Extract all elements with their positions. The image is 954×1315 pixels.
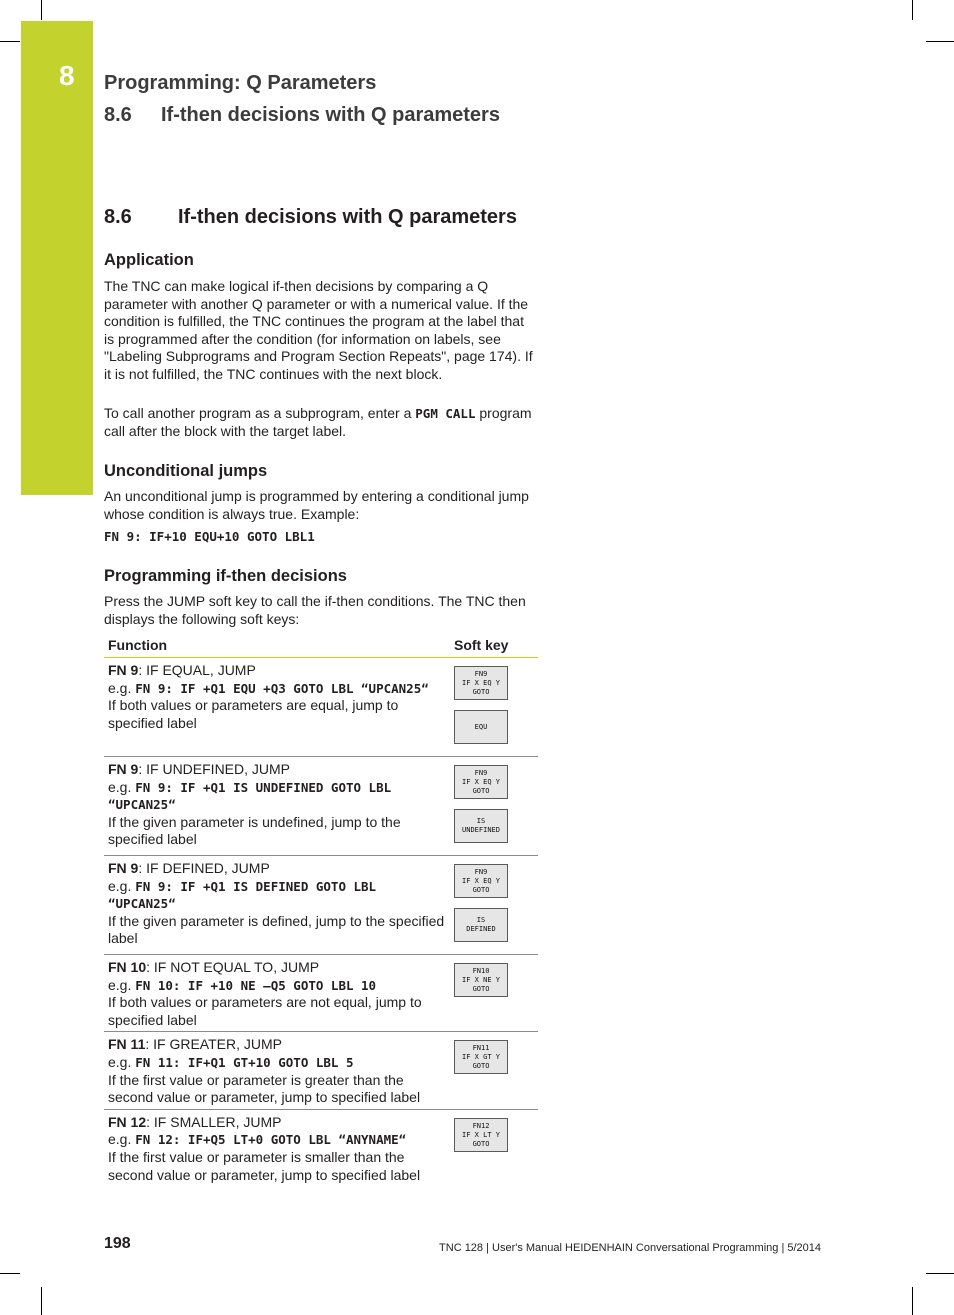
fn-text: If the given parameter is undefined, jump to the specified label bbox=[108, 813, 401, 848]
softkey-equ: EQU bbox=[454, 710, 508, 744]
footer-text: TNC 128 | User's Manual HEIDENHAIN Conversational Programming | 5/2014 bbox=[439, 1242, 821, 1254]
softkey-fn10: FN10 IF X NE Y GOTO bbox=[454, 963, 508, 997]
softkey-is-undefined: IS UNDEFINED bbox=[454, 809, 508, 843]
crop-mark bbox=[926, 1273, 954, 1274]
fn-desc: : IF NOT EQUAL TO, JUMP bbox=[146, 959, 320, 975]
softkey-cell bbox=[450, 757, 538, 856]
fn-label: FN 12 bbox=[108, 1113, 147, 1130]
softkey-cell bbox=[450, 1032, 538, 1109]
eg-label: e.g. bbox=[108, 976, 136, 993]
fn-example-code: FN 11: IF+Q1 GT+10 GOTO LBL 5 bbox=[135, 1054, 354, 1070]
chapter-number: 8 bbox=[59, 60, 75, 91]
table-row bbox=[104, 1032, 538, 1109]
fn-text: If both values or parameters are not equal, jump to specified label bbox=[108, 994, 422, 1028]
fn-text: If the given parameter is defined, jump to the specified label bbox=[108, 912, 445, 947]
crop-mark bbox=[0, 1273, 20, 1274]
para-text: program call after the block with the target label. bbox=[104, 405, 532, 439]
running-header-section-title: If-then decisions with Q parameters bbox=[161, 104, 500, 126]
function-cell bbox=[104, 856, 450, 955]
column-header-function: Function bbox=[104, 634, 450, 658]
fn-desc: : IF GREATER, JUMP bbox=[145, 1036, 282, 1053]
section-heading bbox=[104, 206, 517, 229]
table-row bbox=[104, 658, 538, 757]
application-heading: Application bbox=[104, 251, 194, 269]
eg-label: e.g. bbox=[108, 1053, 136, 1070]
chapter-tab bbox=[21, 21, 93, 495]
eg-label: e.g. bbox=[108, 1131, 136, 1148]
table-row bbox=[104, 1109, 538, 1186]
fn-desc: : IF EQUAL, JUMP bbox=[138, 662, 256, 678]
column-header-softkey: Soft key bbox=[450, 634, 538, 658]
softkey-fn9: FN9 IF X EQ Y GOTO bbox=[454, 765, 508, 799]
fn-text: If both values or parameters are equal, jump to specified label bbox=[108, 697, 399, 731]
table-row bbox=[104, 955, 538, 1032]
eg-label: e.g. bbox=[108, 778, 136, 795]
softkey-fn11: FN11 IF X GT Y GOTO bbox=[454, 1040, 508, 1074]
fn-example-code: FN 9: IF +Q1 EQU +Q3 GOTO LBL “UPCAN25“ bbox=[135, 680, 429, 696]
pgm-call-code: PGM CALL bbox=[415, 406, 476, 421]
fn-label: FN 11 bbox=[108, 1036, 146, 1053]
fn-example-code: FN 9: IF +Q1 IS DEFINED GOTO LBL “UPCAN25“ bbox=[108, 878, 377, 912]
softkey-cell bbox=[450, 856, 538, 955]
programming-paragraph: Press the JUMP soft key to call the if-then conditions. The TNC then displays the following soft keys: bbox=[104, 593, 526, 627]
function-cell bbox=[104, 757, 450, 856]
eg-label: e.g. bbox=[108, 679, 136, 696]
fn-text: If the first value or parameter is greater than the second value or parameter, jump to specified label bbox=[108, 1071, 421, 1106]
crop-mark bbox=[926, 41, 954, 42]
section-title: If-then decisions with Q parameters bbox=[178, 206, 517, 228]
function-cell bbox=[104, 955, 450, 1032]
programming-heading: Programming if-then decisions bbox=[104, 567, 347, 585]
example-code: FN 9: IF+10 EQU+10 GOTO LBL1 bbox=[104, 529, 315, 544]
crop-mark bbox=[912, 1287, 913, 1315]
fn-example-code: FN 12: IF+Q5 LT+0 GOTO LBL “ANYNAME“ bbox=[135, 1132, 407, 1148]
softkey-cell bbox=[450, 658, 538, 757]
crop-mark bbox=[0, 41, 20, 42]
application-paragraph-2 bbox=[104, 405, 536, 440]
function-cell bbox=[104, 1032, 450, 1109]
fn-desc: : IF DEFINED, JUMP bbox=[138, 860, 270, 876]
running-header-section bbox=[104, 104, 500, 127]
table-row bbox=[104, 757, 538, 856]
table-header-row bbox=[104, 634, 538, 658]
fn-desc: : IF SMALLER, JUMP bbox=[146, 1113, 282, 1130]
unconditional-paragraph: An unconditional jump is programmed by entering a conditional jump whose condition is always true. Example: bbox=[104, 488, 529, 522]
para-text: To call another program as a subprogram, enter a bbox=[104, 405, 416, 421]
fn-label: FN 9 bbox=[108, 662, 139, 678]
crop-mark bbox=[41, 1287, 42, 1315]
softkey-fn9: FN9 IF X EQ Y GOTO bbox=[454, 666, 508, 700]
running-header-title: Programming: Q Parameters bbox=[104, 72, 377, 94]
softkey-fn9: FN9 IF X EQ Y GOTO bbox=[454, 864, 508, 898]
running-header-section-number: 8.6 bbox=[104, 104, 132, 126]
unconditional-heading: Unconditional jumps bbox=[104, 462, 268, 480]
softkey-cell bbox=[450, 955, 538, 1032]
fn-text: If the first value or parameter is smaller than the second value or parameter, jump to specified label bbox=[108, 1148, 421, 1183]
function-cell bbox=[104, 658, 450, 757]
fn-desc: : IF UNDEFINED, JUMP bbox=[138, 761, 291, 777]
fn-label: FN 9 bbox=[108, 761, 139, 777]
softkey-cell bbox=[450, 1109, 538, 1186]
application-paragraph: The TNC can make logical if-then decisions by comparing a Q parameter with another Q parameter or with a numerical value. If the condition is fulfilled, the TNC continues the program at the label that is programmed after the condition (for information on labels, see "Labeling Subprograms and Program Section Repeats", page 174). If it is not fulfilled, the TNC continues with the next block. bbox=[104, 278, 533, 382]
softkey-fn12: FN12 IF X LT Y GOTO bbox=[454, 1118, 508, 1152]
section-number: 8.6 bbox=[104, 206, 132, 228]
fn-label: FN 10 bbox=[108, 959, 147, 975]
crop-mark bbox=[912, 0, 913, 20]
crop-mark bbox=[41, 0, 42, 20]
fn-example-code: FN 10: IF +10 NE –Q5 GOTO LBL 10 bbox=[135, 977, 377, 993]
softkey-is-defined: IS DEFINED bbox=[454, 908, 508, 942]
page-number: 198 bbox=[104, 1235, 131, 1252]
eg-label: e.g. bbox=[108, 877, 136, 894]
softkey-table bbox=[104, 634, 538, 1186]
table-row bbox=[104, 856, 538, 955]
fn-label: FN 9 bbox=[108, 860, 139, 876]
function-cell bbox=[104, 1109, 450, 1186]
fn-example-code: FN 9: IF +Q1 IS UNDEFINED GOTO LBL “UPCAN25“ bbox=[108, 779, 392, 813]
